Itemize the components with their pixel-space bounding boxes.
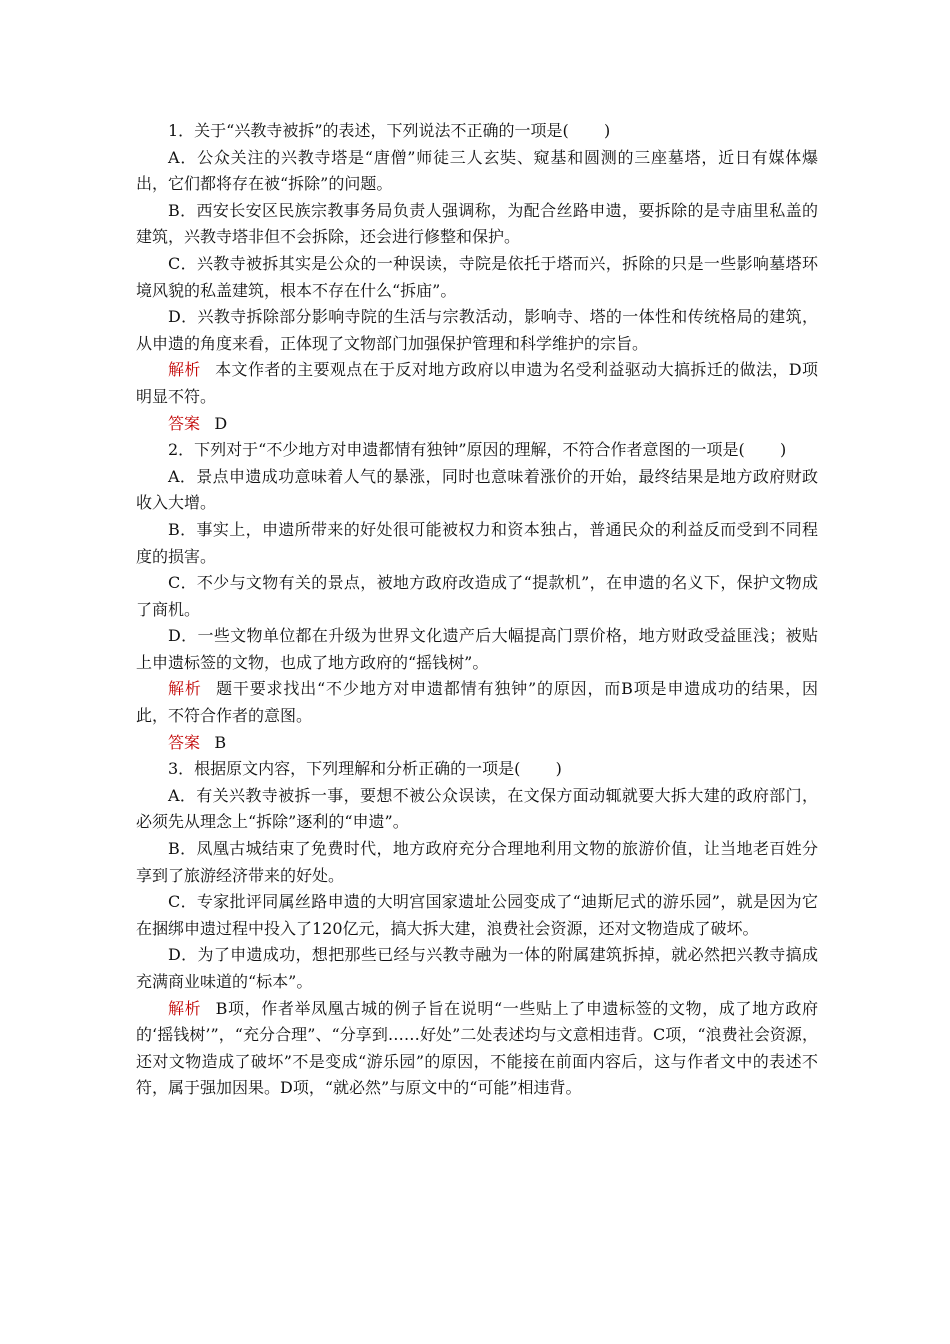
question-stem-text: 3．根据原文内容，下列理解和分析正确的一项是( (168, 759, 521, 779)
answer-value: D (214, 413, 228, 433)
question-2-analysis (136, 676, 818, 729)
analysis-label: 解析 (168, 679, 202, 699)
question-stem-close: ) (779, 440, 787, 460)
analysis-label: 解析 (168, 360, 201, 380)
question-3-option-c: C．专家批评同属丝路申遗的大明宫国家遗址公园变成了“迪斯尼式的游乐园”，就是因为它在捆绑申遗过程中投入了120亿元，搞大拆大建，浪费社会资源，还对文物造成了破坏。 (136, 892, 818, 938)
answer-value: B (214, 732, 227, 752)
question-2-option-c: C．不少与文物有关的景点，被地方政府改造成了“提款机”，在申遗的名义下，保护文物成了商机。 (136, 573, 818, 619)
question-stem-close: ) (555, 759, 562, 779)
answer-label: 答案 (168, 732, 201, 752)
question-3-analysis (136, 996, 818, 1102)
question-1-option-b: B．西安长安区民族宗教事务局负责人强调称，为配合丝路申遗，要拆除的是寺庙里私盖的建筑，兴教寺塔非但不会拆除，还会进行修整和保护。 (136, 200, 818, 247)
analysis-text: 题干要求找出“不少地方对申遗都情有独钟”的原因，而B项是申遗成功的结果，因此，不符合作者的意图。 (136, 679, 818, 726)
question-2-answer (136, 730, 818, 757)
analysis-label: 解析 (168, 998, 202, 1018)
question-1-option-a: A．公众关注的兴教寺塔是“唐僧”师徒三人玄奘、窥基和圆测的三座墓塔，近日有媒体爆出，它们都将存在被“拆除”的问题。 (136, 147, 818, 194)
analysis-text: 本文作者的主要观点在于反对地方政府以申遗为名受利益驱动大搞拆迁的做法，D项明显不符。 (136, 360, 818, 406)
question-stem-text: 1．关于“兴教寺被拆”的表述，下列说法不正确的一项是( (168, 121, 569, 140)
question-3-option-a: A．有关兴教寺被拆一事，要想不被公众误读，在文保方面动辄就要大拆大建的政府部门，必须先从理念上“拆除”逐利的“申遗”。 (136, 785, 818, 832)
question-1-option-d: D．兴教寺拆除部分影响寺院的生活与宗教活动，影响寺、塔的一体性和传统格局的建筑，从申遗的角度来看，正体现了文物部门加强保护管理和科学维护的宗旨。 (136, 307, 818, 353)
question-stem-text: 2．下列对于“不少地方对申遗都情有独钟”原因的理解，不符合作者意图的一项是( (168, 440, 745, 460)
question-2-option-b: B．事实上，申遗所带来的好处很可能被权力和资本独占，普通民众的利益反而受到不同程度的损害。 (136, 519, 818, 566)
question-2-option-d: D．一些文物单位都在升级为世界文化遗产后大幅提高门票价格，地方财政受益匪浅；被贴上申遗标签的文物，也成了地方政府的“摇钱树”。 (136, 626, 818, 672)
question-2-option-a: A．景点申遗成功意味着人气的暴涨，同时也意味着涨价的开始，最终结果是地方政府财政收入大增。 (136, 466, 818, 513)
question-3-option-d: D．为了申遗成功，想把那些已经与兴教寺融为一体的附属建筑拆掉，就必然把兴教寺搞成充满商业味道的“标本”。 (136, 945, 818, 991)
question-1-answer (136, 411, 818, 438)
question-1-analysis (136, 357, 818, 410)
question-3-stem (136, 756, 818, 783)
question-1-option-c: C．兴教寺被拆其实是公众的一种误读，寺院是依托于塔而兴，拆除的只是一些影响墓塔环境风貌的私盖建筑，根本不存在什么“拆庙”。 (136, 253, 818, 300)
answer-label: 答案 (168, 413, 201, 433)
question-3-option-b: B．凤凰古城结束了免费时代，地方政府充分合理地利用文物的旅游价值，让当地老百姓分享到了旅游经济带来的好处。 (136, 839, 818, 885)
question-stem-close: ) (603, 121, 611, 140)
analysis-text: B项，作者举凤凰古城的例子旨在说明“一些贴上了申遗标签的文物，成了地方政府的‘摇钱树’”，“充分合理”、“分享到……好处”二处表述均与文意相违背。C项，“浪费社会资源，还对文物造成了破坏”不是变成“游乐园”的原因，不能接在前面内容后，这与作者文中的表述不符，属于强加因果。D项，“就必然”与原文中的“可能”相违背。 (136, 998, 818, 1098)
document-body (136, 118, 818, 1102)
question-2-stem (136, 437, 818, 464)
question-1-stem (136, 118, 818, 145)
